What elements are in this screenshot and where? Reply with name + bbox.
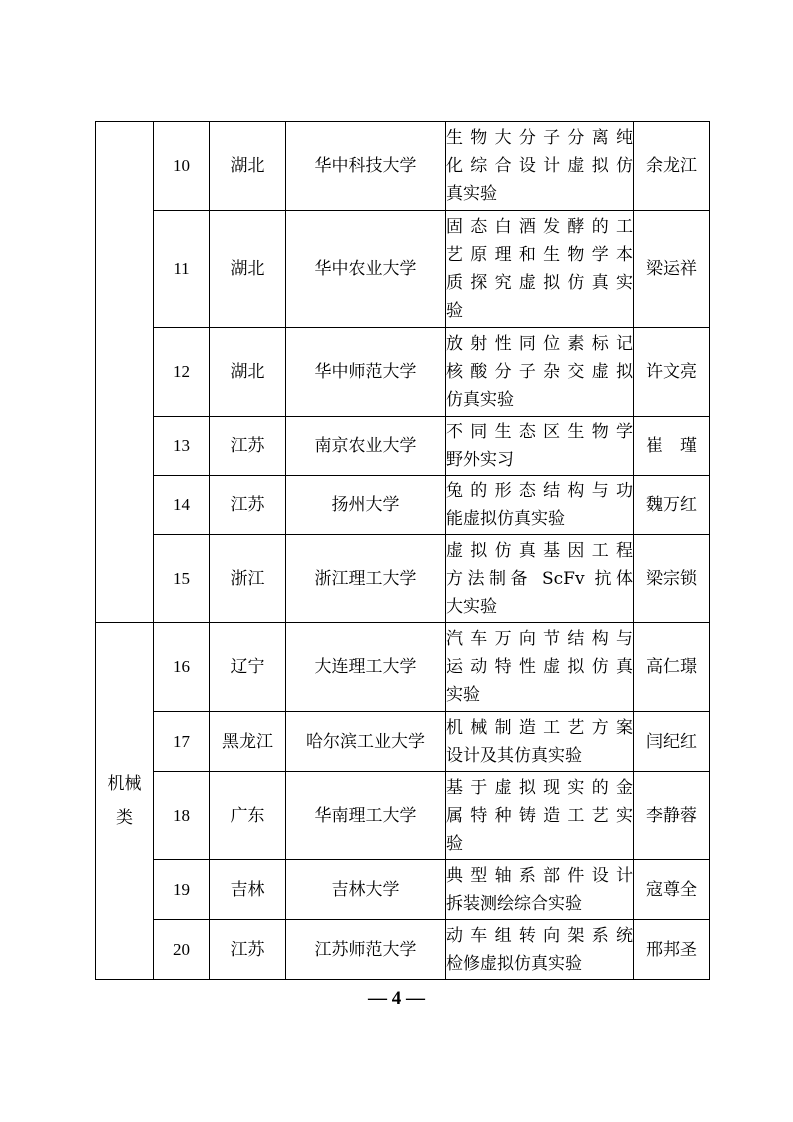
leader-cell: 许文亮 [634, 328, 710, 417]
school-cell: 吉林大学 [286, 860, 446, 920]
province-cell: 黑龙江 [210, 712, 286, 772]
table-row [96, 772, 710, 860]
title-line: 核酸分子杂交虚拟 [446, 362, 633, 382]
title-line: 质探究虚拟仿真实 [446, 273, 633, 293]
table-row [96, 328, 710, 417]
project-title-cell [446, 920, 634, 980]
title-line: 汽车万向节结构与 [446, 629, 633, 649]
province-cell: 湖北 [210, 328, 286, 417]
title-line: 动车组转向架系统 [446, 925, 633, 946]
project-title-cell [446, 122, 634, 211]
province-cell: 浙江 [210, 535, 286, 623]
title-line: 虚拟仿真基因工程 [446, 540, 633, 561]
row-number: 16 [154, 623, 210, 712]
province-cell: 湖北 [210, 122, 286, 211]
title-line: 设计及其仿真实验 [446, 745, 582, 766]
title-line: 运动特性虚拟仿真 [446, 657, 633, 677]
category-line: 类 [116, 808, 133, 828]
title-line: 大实验 [446, 596, 497, 617]
row-number: 10 [154, 122, 210, 211]
school-cell: 大连理工大学 [286, 623, 446, 712]
row-number: 13 [154, 417, 210, 476]
project-title-cell [446, 712, 634, 772]
province-cell: 江苏 [210, 476, 286, 535]
project-table [95, 121, 710, 980]
row-number: 11 [154, 211, 210, 328]
school-cell: 哈尔滨工业大学 [286, 712, 446, 772]
project-title-cell [446, 328, 634, 417]
province-cell: 辽宁 [210, 623, 286, 712]
table-row [96, 920, 710, 980]
title-line: 验 [446, 301, 463, 321]
project-title-cell [446, 476, 634, 535]
leader-cell: 高仁璟 [634, 623, 710, 712]
leader-cell: 余龙江 [634, 122, 710, 211]
school-cell: 华中师范大学 [286, 328, 446, 417]
school-cell: 华中农业大学 [286, 211, 446, 328]
leader-cell: 邢邦圣 [634, 920, 710, 980]
table-row [96, 712, 710, 772]
title-line: 能虚拟仿真实验 [446, 509, 565, 529]
school-cell: 扬州大学 [286, 476, 446, 535]
project-title-cell [446, 860, 634, 920]
title-line: 基于虚拟现实的金 [446, 777, 633, 798]
leader-cell: 闫纪红 [634, 712, 710, 772]
category-line: 机械 [107, 774, 142, 794]
province-cell: 广东 [210, 772, 286, 860]
title-line: 验 [446, 833, 463, 854]
row-number: 18 [154, 772, 210, 860]
title-line: 机械制造工艺方案 [446, 717, 633, 738]
leader-cell: 梁宗锁 [634, 535, 710, 623]
row-number: 17 [154, 712, 210, 772]
title-line: 固态白酒发酵的工 [446, 217, 633, 237]
row-number: 19 [154, 860, 210, 920]
table-row [96, 476, 710, 535]
school-cell: 江苏师范大学 [286, 920, 446, 980]
school-cell: 华南理工大学 [286, 772, 446, 860]
row-number: 15 [154, 535, 210, 623]
table-row [96, 535, 710, 623]
school-cell: 浙江理工大学 [286, 535, 446, 623]
title-line: 生物大分子分离纯 [446, 128, 633, 148]
page-number: — 4 — [368, 988, 425, 1009]
title-line: 野外实习 [446, 450, 514, 470]
table-row [96, 122, 710, 211]
category-cell [96, 623, 154, 980]
title-line: 典型轴系部件设计 [446, 865, 633, 886]
title-line: 实验 [446, 685, 480, 705]
school-cell: 华中科技大学 [286, 122, 446, 211]
leader-cell: 崔 瑾 [634, 417, 710, 476]
school-cell: 南京农业大学 [286, 417, 446, 476]
title-line: 真实验 [446, 184, 497, 204]
leader-cell: 梁运祥 [634, 211, 710, 328]
row-number: 12 [154, 328, 210, 417]
table-row [96, 417, 710, 476]
title-line: 检修虚拟仿真实验 [446, 953, 582, 974]
province-cell: 江苏 [210, 920, 286, 980]
title-line: 属特种铸造工艺实 [446, 805, 633, 826]
table-row [96, 623, 710, 712]
province-cell: 江苏 [210, 417, 286, 476]
title-line: 放射性同位素标记 [446, 334, 633, 354]
row-number: 14 [154, 476, 210, 535]
category-cell-previous [96, 122, 154, 623]
title-line: 艺原理和生物学本 [446, 245, 633, 265]
category-label [108, 767, 142, 835]
province-cell: 吉林 [210, 860, 286, 920]
table-row [96, 211, 710, 328]
title-line: 方法制备 ScFv 抗体 [446, 568, 633, 589]
title-line: 兔的形态结构与功 [446, 481, 633, 501]
title-line: 仿真实验 [446, 390, 514, 410]
project-title-cell [446, 772, 634, 860]
leader-cell: 李静蓉 [634, 772, 710, 860]
row-number: 20 [154, 920, 210, 980]
title-line: 拆装测绘综合实验 [446, 893, 582, 914]
leader-cell: 魏万红 [634, 476, 710, 535]
title-line: 化综合设计虚拟仿 [446, 156, 633, 176]
title-line: 不同生态区生物学 [446, 422, 633, 442]
leader-cell: 寇尊全 [634, 860, 710, 920]
project-title-cell [446, 623, 634, 712]
table-row [96, 860, 710, 920]
project-title-cell [446, 535, 634, 623]
project-title-cell [446, 417, 634, 476]
province-cell: 湖北 [210, 211, 286, 328]
project-title-cell [446, 211, 634, 328]
